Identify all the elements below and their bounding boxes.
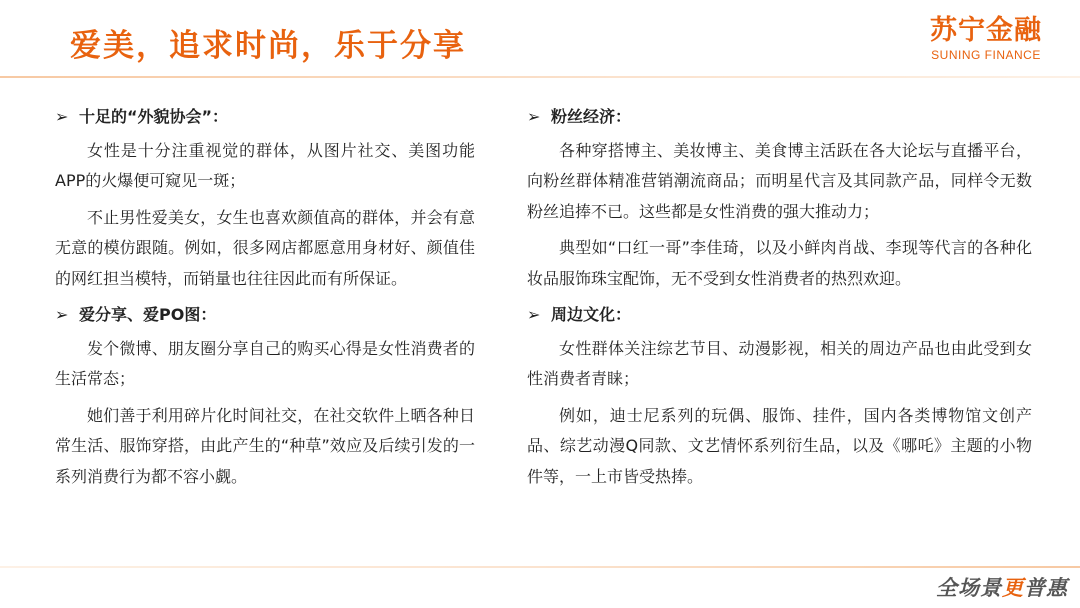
logo-cn-text: 苏宁金融 <box>930 15 1042 46</box>
arrow-bullet-icon: ➢ <box>527 107 541 126</box>
section-appearance <box>55 102 475 294</box>
section-peripheral-culture <box>527 300 1032 492</box>
suning-finance-logo <box>930 16 1042 62</box>
paragraph: 她们善于利用碎片化时间社交，在社交软件上晒各种日常生活、服饰穿搭，由此产生的“种草”效应及后续引发的一系列消费行为都不容小觑。 <box>55 405 475 486</box>
heading-text: 粉丝经济： <box>551 107 632 126</box>
section-sharing <box>55 300 475 492</box>
section-heading <box>527 102 1032 133</box>
arrow-bullet-icon: ➢ <box>527 305 541 324</box>
header <box>0 0 1080 78</box>
arrow-bullet-icon: ➢ <box>55 305 69 324</box>
slogan-part3: 普惠 <box>1024 576 1068 600</box>
paragraph: 女性群体关注综艺节目、动漫影视，相关的周边产品也由此受到女性消费者青睐； <box>527 338 1032 388</box>
logo-en-text: SUNING FINANCE <box>931 48 1041 62</box>
footer-slogan <box>936 572 1068 602</box>
paragraph: 发个微博、朋友圈分享自己的购买心得是女性消费者的生活常态； <box>55 338 475 388</box>
heading-text: 十足的“外貌协会”： <box>79 107 229 126</box>
heading-text: 爱分享、爱PO图： <box>79 305 217 324</box>
left-column <box>55 100 475 498</box>
header-divider <box>0 76 1080 78</box>
paragraph: 各种穿搭博主、美妆博主、美食博主活跃在各大论坛与直播平台，向粉丝群体精准营销潮流商品；而明星代言及其同款产品，同样令无数粉丝追捧不已。这些都是女性消费的强大推动力； <box>527 140 1032 221</box>
section-heading <box>55 300 475 331</box>
paragraph: 女性是十分注重视觉的群体，从图片社交、美图功能APP的火爆便可窥见一斑； <box>55 140 475 190</box>
slogan-part2: 更 <box>1002 576 1024 600</box>
paragraph: 例如，迪士尼系列的玩偶、服饰、挂件，国内各类博物馆文创产品、综艺动漫Q同款、文艺情怀系列衍生品，以及《哪吒》主题的小物件等，一上市皆受热捧。 <box>527 405 1032 486</box>
paragraph: 典型如“口红一哥”李佳琦，以及小鲜肉肖战、李现等代言的各种化妆品服饰珠宝配饰，无不受到女性消费者的热烈欢迎。 <box>527 238 1032 288</box>
arrow-bullet-icon: ➢ <box>55 107 69 126</box>
page-title: 爱美，追求时尚，乐于分享 <box>70 28 466 64</box>
section-heading <box>55 102 475 133</box>
right-column <box>527 100 1032 498</box>
heading-text: 周边文化： <box>551 305 632 324</box>
section-fan-economy <box>527 102 1032 294</box>
footer-divider <box>0 566 1080 568</box>
slogan-part1: 全场景 <box>936 576 1002 600</box>
paragraph: 不止男性爱美女，女生也喜欢颜值高的群体，并会有意无意的模仿跟随。例如，很多网店都愿意用身材好、颜值佳的网红担当模特，而销量也往往因此而有所保证。 <box>55 207 475 288</box>
section-heading <box>527 300 1032 331</box>
